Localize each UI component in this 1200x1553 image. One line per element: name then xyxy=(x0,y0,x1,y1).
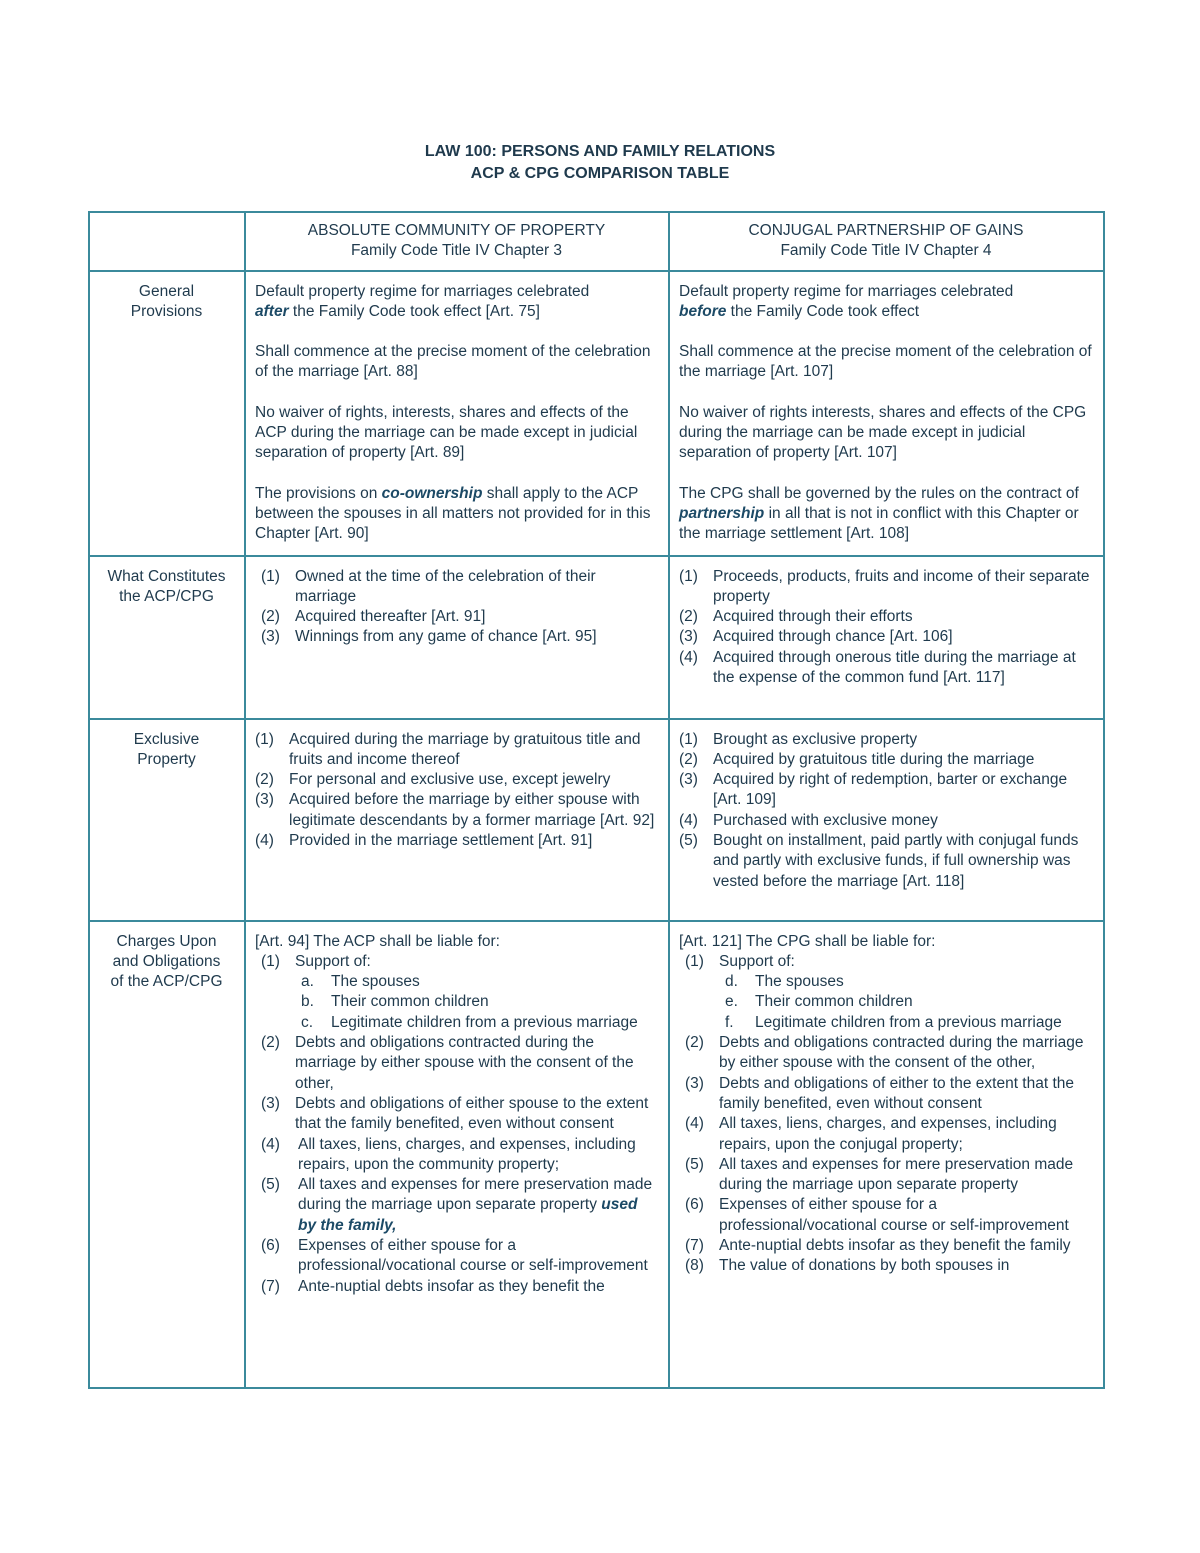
header-row xyxy=(89,212,1104,271)
list-item xyxy=(255,770,658,790)
list-item xyxy=(679,1236,1093,1256)
cpg-what-list xyxy=(679,567,1093,689)
list-item xyxy=(255,1033,658,1094)
item-text: Acquired through chance [Art. 106] xyxy=(713,628,953,646)
list-item xyxy=(679,1155,1093,1196)
acp-general-p1 xyxy=(255,282,658,323)
item-text: Debts and obligations of either to the extent that the family benefited, even without consent xyxy=(719,1074,1075,1112)
list-item xyxy=(679,750,1093,770)
item-text: Debts and obligations contracted during the marriage by either spouse with the consent of the other, xyxy=(295,1034,634,1092)
item-number: (3) xyxy=(679,628,698,646)
sub-number: e. xyxy=(725,993,738,1011)
item-number: (6) xyxy=(261,1237,280,1255)
item-text xyxy=(298,1175,658,1236)
title-subject: ACP & CPG COMPARISON TABLE xyxy=(470,165,730,182)
list-item xyxy=(679,648,1093,689)
item-number: (1) xyxy=(255,730,274,748)
row-label-line: Exclusive xyxy=(133,730,200,748)
list-item xyxy=(679,831,1093,892)
item-text: Acquired through their efforts xyxy=(713,608,913,626)
header-cpg xyxy=(669,212,1104,271)
item-number: (3) xyxy=(261,1094,280,1112)
item-text: Expenses of either spouse for a professional/vocational course or self-improvement xyxy=(719,1196,1069,1234)
sub-item xyxy=(719,992,1093,1012)
item-number: (1) xyxy=(261,952,280,970)
item-number: (3) xyxy=(679,771,698,789)
row-label-line: of the ACP/CPG xyxy=(110,973,223,991)
item-text: Proceeds, products, fruits and income of their separate property xyxy=(713,567,1090,605)
item-text: Winnings from any game of chance [Art. 95] xyxy=(295,628,597,646)
item-number: (4) xyxy=(685,1115,704,1133)
acp-what-cell xyxy=(245,556,669,719)
text: shall apply to the ACP between the spouses in all matters not provided for in this Chapter [Art. 90] xyxy=(255,484,651,543)
sub-text: Legitimate children from a previous marriage xyxy=(331,1013,638,1031)
item-text: Acquired through onerous title during the marriage at the expense of the common fund [Art. 117] xyxy=(713,648,1076,687)
header-acp xyxy=(245,212,669,271)
item-text: Provided in the marriage settlement [Art. 91] xyxy=(289,832,593,850)
item-number: (6) xyxy=(685,1196,704,1214)
cpg-exclusive-list xyxy=(679,730,1093,892)
document-title xyxy=(0,141,1200,185)
list-item xyxy=(679,1074,1093,1115)
cpg-name: CONJUGAL PARTNERSHIP OF GAINS xyxy=(748,222,1024,239)
sub-item xyxy=(295,972,658,992)
sub-number: d. xyxy=(725,973,738,991)
item-number: (2) xyxy=(685,1034,704,1052)
item-number: (4) xyxy=(261,1135,280,1153)
list-item xyxy=(679,567,1093,608)
item-number: (5) xyxy=(685,1155,704,1173)
item-number: (5) xyxy=(261,1176,280,1194)
list-item xyxy=(255,1175,658,1236)
row-general-provisions xyxy=(89,271,1104,556)
item-number: (4) xyxy=(255,832,274,850)
item-number: (4) xyxy=(679,648,698,666)
sub-item xyxy=(295,992,658,1012)
item-text: Acquired during the marriage by gratuitous title and fruits and income thereof xyxy=(289,730,641,768)
item-number: (1) xyxy=(679,730,698,748)
item-number: (7) xyxy=(685,1237,704,1255)
text: The provisions on xyxy=(255,484,382,502)
item-text: Expenses of either spouse for a professional/vocational course or self-improvement xyxy=(298,1237,648,1275)
comparison-table xyxy=(88,211,1105,1389)
item-number: (3) xyxy=(261,628,280,646)
item-number: (7) xyxy=(261,1277,280,1295)
row-exclusive-property xyxy=(89,719,1104,921)
acp-what-list xyxy=(255,567,658,648)
row-label-line: the ACP/CPG xyxy=(119,587,214,605)
item-text: The value of donations by both spouses in xyxy=(719,1257,1010,1275)
list-item xyxy=(255,567,658,608)
support-label: Support of: xyxy=(295,952,371,970)
item-number: (2) xyxy=(679,608,698,626)
acp-reference: Family Code Title IV Chapter 3 xyxy=(350,242,563,260)
sub-number: f. xyxy=(725,1013,734,1031)
item-number: (5) xyxy=(679,832,698,850)
list-item xyxy=(255,1236,658,1277)
acp-exclusive-list xyxy=(255,730,658,852)
acp-charges-list xyxy=(255,952,658,1135)
acp-charges-intro: [Art. 94] The ACP shall be liable for: xyxy=(255,932,500,950)
list-item xyxy=(255,627,658,647)
acp-general-cell xyxy=(245,271,669,556)
item-number: (1) xyxy=(679,567,698,585)
item-text: All taxes, liens, charges, and expenses, including repairs, upon the conjugal property; xyxy=(719,1115,1057,1153)
item-number: (3) xyxy=(255,791,274,809)
list-item xyxy=(679,1195,1093,1236)
row-label-what xyxy=(89,556,245,719)
item-number: (4) xyxy=(679,811,698,829)
row-label-line: Charges Upon xyxy=(116,932,217,950)
item-text: Acquired before the marriage by either spouse with legitimate descendants by a former marriage [Art. 92] xyxy=(289,791,655,829)
list-item xyxy=(255,1277,658,1297)
list-item xyxy=(255,1094,658,1135)
item-text: Ante-nuptial debts insofar as they benefit the xyxy=(298,1277,605,1295)
list-item xyxy=(255,1135,658,1176)
list-item xyxy=(679,952,1093,1033)
text: the Family Code took effect xyxy=(726,302,920,320)
sub-number: c. xyxy=(301,1013,314,1031)
list-item xyxy=(255,952,658,1033)
cpg-what-cell xyxy=(669,556,1104,719)
sub-item xyxy=(295,1013,658,1033)
row-what-constitutes xyxy=(89,556,1104,719)
item-number: (8) xyxy=(685,1257,704,1275)
list-item xyxy=(679,1114,1093,1155)
item-number: (2) xyxy=(679,750,698,768)
list-item xyxy=(679,627,1093,647)
row-label-line: and Obligations xyxy=(112,952,221,970)
item-number: (2) xyxy=(261,608,280,626)
item-text: Debts and obligations of either spouse to the extent that the family benefited, even without consent xyxy=(295,1094,649,1133)
row-label-line: What Constitutes xyxy=(107,567,226,585)
item-text: Brought as exclusive property xyxy=(713,730,918,748)
item-text: Acquired by gratuitous title during the marriage xyxy=(713,750,1035,768)
cpg-general-cell xyxy=(669,271,1104,556)
sub-text: The spouses xyxy=(331,973,420,991)
acp-charges-cell xyxy=(245,921,669,1388)
list-item xyxy=(255,730,658,771)
item-text: Owned at the time of the celebration of their marriage xyxy=(295,567,596,605)
list-item xyxy=(679,730,1093,750)
sub-text: The spouses xyxy=(755,973,844,991)
cpg-support-sublist xyxy=(719,972,1093,1033)
item-text: Bought on installment, paid partly with conjugal funds and partly with exclusive funds, if full ownership was vested before the marriage [Art. 118] xyxy=(713,832,1079,890)
sub-number: a. xyxy=(301,973,314,991)
emphasis-co-ownership: co-ownership xyxy=(381,484,483,502)
title-course: LAW 100: PERSONS AND FAMILY RELATIONS xyxy=(424,143,776,160)
item-number: (1) xyxy=(685,952,704,970)
list-item xyxy=(679,770,1093,811)
acp-support-sublist xyxy=(295,972,658,1033)
sub-text: Their common children xyxy=(331,993,489,1011)
item-text: Acquired by right of redemption, barter or exchange [Art. 109] xyxy=(713,771,1068,809)
item-text: Ante-nuptial debts insofar as they benefit the family xyxy=(719,1237,1071,1255)
item-text: Acquired thereafter [Art. 91] xyxy=(295,608,486,626)
item-number: (3) xyxy=(685,1074,704,1092)
item-text: All taxes and expenses for mere preservation made during the marriage upon separate property xyxy=(719,1155,1074,1194)
support-label: Support of: xyxy=(719,952,795,970)
item-text xyxy=(719,952,1093,1033)
emphasis-after: after xyxy=(255,302,289,320)
emphasis-used-by-family: used by the family, xyxy=(298,1196,638,1234)
sub-item xyxy=(719,1013,1093,1033)
item-text: For personal and exclusive use, except jewelry xyxy=(289,771,611,789)
row-label-line: General xyxy=(138,282,195,300)
text: The CPG shall be governed by the rules on the contract of xyxy=(679,484,1079,502)
cpg-exclusive-cell xyxy=(669,719,1104,921)
list-item xyxy=(679,1033,1093,1074)
cpg-general-p4 xyxy=(679,484,1093,545)
text: the Family Code took effect [Art. 75] xyxy=(288,302,540,320)
item-text: Debts and obligations contracted during the marriage by either spouse with the consent of the other, xyxy=(719,1034,1084,1072)
text: Default property regime for marriages celebrated xyxy=(679,282,1014,300)
sub-number: b. xyxy=(301,993,314,1011)
list-item xyxy=(255,790,658,831)
cpg-charges-list xyxy=(679,952,1093,1277)
row-charges-obligations xyxy=(89,921,1104,1388)
item-number: (2) xyxy=(255,771,274,789)
emphasis-partnership: partnership xyxy=(679,504,765,522)
row-label-exclusive xyxy=(89,719,245,921)
acp-general-p2: Shall commence at the precise moment of the celebration of the marriage [Art. 88] xyxy=(255,343,651,381)
emphasis-before: before xyxy=(679,302,727,320)
list-item xyxy=(679,1256,1093,1276)
item-number: (2) xyxy=(261,1034,280,1052)
text: in all that is not in conflict with this Chapter or the marriage settlement [Art. 108] xyxy=(679,504,1079,543)
item-number: (1) xyxy=(261,567,280,585)
acp-exclusive-cell xyxy=(245,719,669,921)
sub-text: Their common children xyxy=(755,993,913,1011)
text: All taxes and expenses for mere preservation made during the marriage upon separate property xyxy=(298,1176,653,1214)
cpg-general-p2: Shall commence at the precise moment of the celebration of the marriage [Art. 107] xyxy=(679,343,1092,381)
list-item xyxy=(679,811,1093,831)
cpg-charges-cell xyxy=(669,921,1104,1388)
list-item xyxy=(679,607,1093,627)
cpg-general-p3: No waiver of rights interests, shares and effects of the CPG during the marriage can be made except in judicial separation of property [Art. 107] xyxy=(679,403,1087,462)
sub-item xyxy=(719,972,1093,992)
list-item xyxy=(255,831,658,851)
text: Default property regime for marriages celebrated xyxy=(255,282,590,300)
row-label-charges xyxy=(89,921,245,1388)
header-empty-cell xyxy=(89,212,245,271)
sub-text: Legitimate children from a previous marriage xyxy=(755,1013,1062,1031)
row-label-line: Property xyxy=(137,750,196,768)
item-text: Purchased with exclusive money xyxy=(713,811,938,829)
row-label-line: Provisions xyxy=(130,302,203,320)
cpg-charges-intro: [Art. 121] The CPG shall be liable for: xyxy=(679,932,936,950)
cpg-reference: Family Code Title IV Chapter 4 xyxy=(780,242,992,260)
row-label-general xyxy=(89,271,245,556)
acp-general-p3: No waiver of rights, interests, shares and effects of the ACP during the marriage can be made except in judicial separation of property [Art. 89] xyxy=(255,403,638,462)
acp-name: ABSOLUTE COMMUNITY OF PROPERTY xyxy=(307,222,606,239)
acp-charges-list-cont xyxy=(255,1135,658,1297)
acp-general-p4 xyxy=(255,484,658,545)
item-text xyxy=(295,952,658,1033)
list-item xyxy=(255,607,658,627)
item-text: All taxes, liens, charges, and expenses, including repairs, upon the community property; xyxy=(298,1135,636,1173)
cpg-general-p1 xyxy=(679,282,1093,323)
